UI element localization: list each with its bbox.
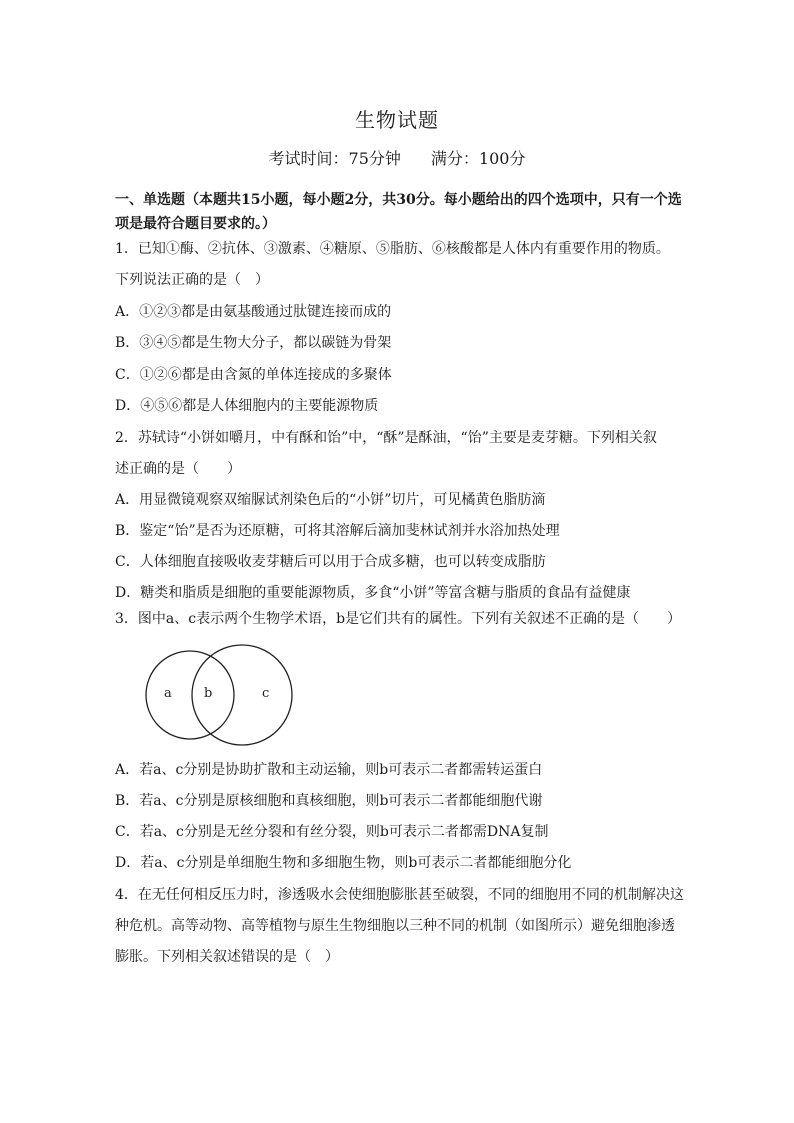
- venn-label-b: b: [204, 686, 213, 701]
- q1-option-a: A．①②③都是由氨基酸通过肽键连接而成的: [115, 304, 392, 320]
- q4-stem-line2: 种危机。高等动物、高等植物与原生生物细胞以三种不同的机制（如图所示）避免细胞渗透: [115, 918, 675, 934]
- q3-option-d: D．若a、c分别是单细胞生物和多细胞生物，则b可表示二者都能细胞分化: [115, 855, 572, 871]
- exam-info: [0, 146, 794, 169]
- q1-option-c: C．①②⑥都是由含氮的单体连接成的多聚体: [115, 367, 392, 383]
- q2-option-d: D．糖类和脂质是细胞的重要能源物质，多食“小饼”等富含糖与脂质的食品有益健康: [115, 585, 631, 601]
- q4-stem-line1: 4．在无任何相反压力时，渗透吸水会使细胞膨胀甚至破裂，不同的细胞用不同的机制解决这: [115, 887, 684, 903]
- q4-stem-line3: 膨胀。下列相关叙述错误的是（ ）: [115, 949, 339, 965]
- q1-option-d: D．④⑤⑥都是人体细胞内的主要能源物质: [115, 398, 379, 414]
- venn-label-a: a: [164, 686, 172, 701]
- venn-label-c: c: [262, 686, 270, 701]
- q2-stem-line2: 述正确的是（ ）: [115, 461, 241, 477]
- exam-time: 考试时间：75分钟: [268, 149, 401, 168]
- q3-stem: 3．图中a、c表示两个生物学术语，b是它们共有的属性。下列有关叙述不正确的是（ ）: [115, 611, 682, 627]
- q1-stem-line2: 下列说法正确的是（ ）: [115, 272, 269, 288]
- q2-option-b: B．鉴定“饴”是否为还原糖，可将其溶解后滴加斐林试剂并水浴加热处理: [115, 523, 560, 539]
- q2-option-c: C．人体细胞直接吸收麦芽糖后可以用于合成多糖，也可以转变成脂肪: [115, 554, 546, 570]
- page-title: 生物试题: [355, 108, 439, 132]
- venn-circle-left: [146, 651, 234, 739]
- full-score: 满分：100分: [430, 149, 526, 168]
- q1-stem-line1: 1．已知①酶、②抗体、③激素、④糖原、⑤脂肪、⑥核酸都是人体内有重要作用的物质。: [115, 241, 670, 257]
- q3-option-b: B．若a、c分别是原核细胞和真核细胞，则b可表示二者都能细胞代谢: [115, 793, 543, 809]
- q3-option-a: A．若a、c分别是协助扩散和主动运输，则b可表示二者都需转运蛋白: [115, 762, 543, 778]
- q3-option-c: C．若a、c分别是无丝分裂和有丝分裂，则b可表示二者都需DNA复制: [115, 824, 549, 840]
- q1-option-b: B．③④⑤都是生物大分子，都以碳链为骨架: [115, 335, 392, 351]
- venn-diagram: [140, 640, 300, 750]
- section-heading: 一、单选题（本题共15小题，每小题2分，共30分。每小题给出的四个选项中，只有一个选项是最符合题目要求的。）: [115, 192, 682, 232]
- q2-option-a: A．用显微镜观察双缩脲试剂染色后的“小饼”切片，可见橘黄色脂肪滴: [115, 492, 546, 508]
- q2-stem-line1: 2．苏轼诗“小饼如嚼月，中有酥和饴”中，“酥”是酥油，“饴”主要是麦芽糖。下列相关叙: [115, 430, 657, 446]
